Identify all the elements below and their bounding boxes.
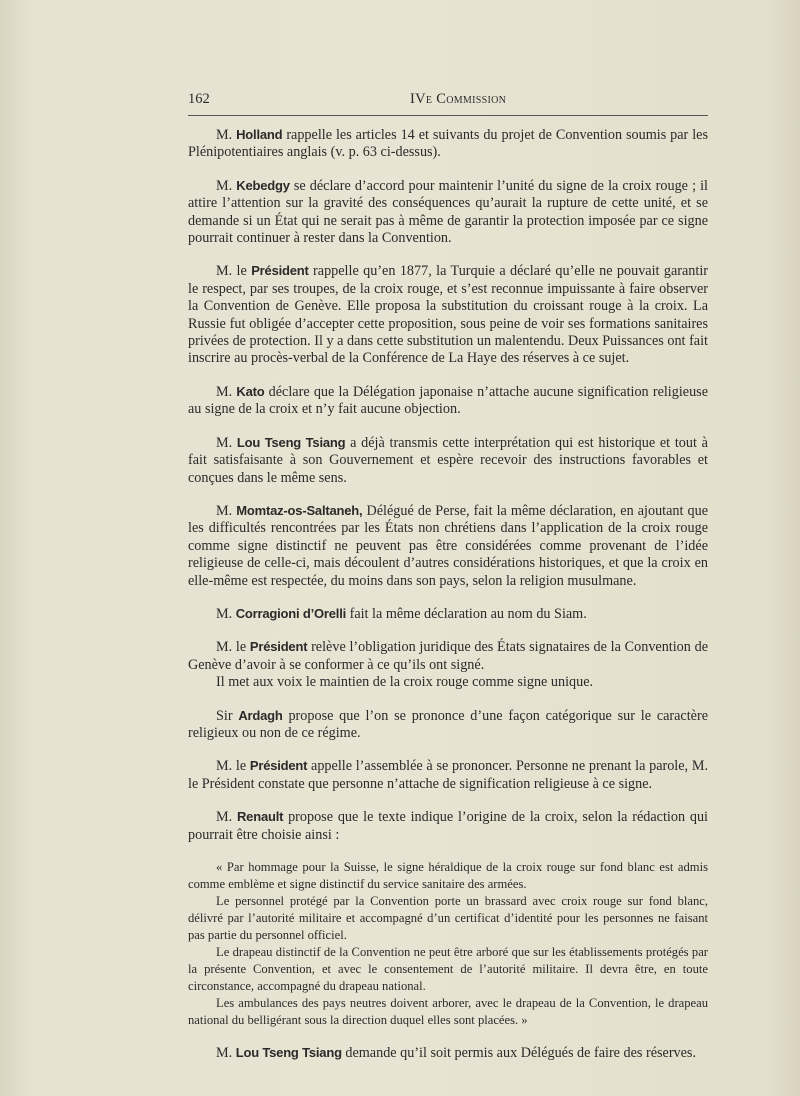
paragraph: M. Corragioni d’Orelli fait la même déclaration au nom du Siam. <box>216 605 587 622</box>
page-number: 162 <box>188 91 210 107</box>
paragraph: M. le Président appelle l’assemblée à se prononcer. Personne ne prenant la parole, M. le Président constate que personne n’attache de signification religieuse à ce signe. <box>188 758 708 792</box>
speaker-name: Lou Tseng Tsiang <box>235 1045 342 1060</box>
header-rule <box>188 115 708 116</box>
speaker-name: Président <box>251 263 309 279</box>
quote-paragraph: Les ambulances des pays neutres doivent arborer, avec le drapeau de la Convention, le drapeau national du belligérant sous la direction duquel elles sont placées. » <box>188 996 708 1027</box>
closing-paragraph: M. Lou Tseng Tsiang demande qu’il soit permis aux Délégués de faire des réserves. <box>216 1045 696 1061</box>
speaker-name: Président <box>249 758 308 774</box>
speaker-name: Ardagh <box>238 707 283 723</box>
paragraph: M. Renault propose que le texte indique l’origine de la croix, selon la rédaction qui pourrait être choisie ainsi : <box>188 809 708 843</box>
proposed-text-quote <box>188 859 708 1029</box>
paragraph: M. Kebedgy se déclare d’accord pour maintenir l’unité du signe de la croix rouge ; il attire l’attention sur la gravité des conséquences qu’aurait la rupture de cette unité, et se demande si un État qui ne serait pas à même de garantir la protection imposée par ce signe pourrait continuer à rester dans la Convention. <box>188 177 708 247</box>
speaker-name: Lou Tseng Tsiang <box>236 434 346 450</box>
document-body <box>188 126 708 1077</box>
speaker-name: Kato <box>236 383 265 399</box>
running-title: IVe Commission <box>410 91 507 107</box>
paragraph: M. le Président rappelle qu’en 1877, la Turquie a déclaré qu’elle ne pouvait garantir le respect, par ses troupes, de la croix rouge, et s’est reconnue impuissante à faire observer la Convention de Genève. Elle proposa la substitution du croissant rouge à la croix. La Russie fut obligée d’accepter cette proposition, sous peine de voir ses formations sanitaires privées de protection. Il y a dans cette substitution un malentendu. Deux Puissances ont fait inscrire au procès-verbal de la Conférence de La Haye des réserves à ce sujet. <box>188 263 708 367</box>
paragraph: Sir Ardagh propose que l’on se prononce d’une façon catégorique sur le caractère religieux ou non de ce régime. <box>188 707 708 741</box>
speaker-name: Président <box>249 639 308 655</box>
speaker-name: Momtaz-os-Saltaneh, <box>236 502 363 518</box>
paragraph: M. Holland rappelle les articles 14 et suivants du projet de Convention soumis par les Plénipotentiaires anglais (v. p. 63 ci-dessus). <box>188 127 708 161</box>
paragraph: M. Kato déclare que la Délégation japonaise n’attache aucune signification religieuse au signe de la croix et n’y fait aucune objection. <box>188 383 708 418</box>
page-header <box>188 91 708 111</box>
quote-paragraph: Le personnel protégé par la Convention porte un brassard avec croix rouge sur fond blanc, délivré par l’autorité militaire et accompagné d’un certificat d’identité pour les personnes ne faisant pas partie du personnel officiel. <box>188 894 708 942</box>
paragraph: M. le Président relève l’obligation juridique des États signataires de la Convention de Genève d’avoir à se conformer à ce qu’ils ont signé. <box>188 639 709 673</box>
speaker-name: Corragioni d’Orelli <box>235 605 347 621</box>
speaker-name: Kebedgy <box>236 177 290 193</box>
paragraph: Il met aux voix le maintien de la croix rouge comme signe unique. <box>216 674 594 691</box>
speaker-name: Holland <box>236 127 283 142</box>
paragraph: M. Lou Tseng Tsiang a déjà transmis cette interprétation qui est historique et tout à fait satisfaisante à son Gouvernement et espère recevoir des instructions favorables et conçues dans le même sens. <box>188 434 708 486</box>
quote-paragraph: Le drapeau distinctif de la Convention ne peut être arboré que sur les établissements protégés par la présente Convention, et avec le consentement de l’autorité militaire. Il devra être, en toute circonstance, accompagné du drapeau national. <box>188 945 708 993</box>
quote-paragraph: « Par hommage pour la Suisse, le signe héraldique de la croix rouge sur fond blanc est admis comme emblème et signe distinctif du service sanitaire des armées. <box>188 860 708 891</box>
speaker-name: Renault <box>236 809 284 825</box>
paragraph: M. Momtaz-os-Saltaneh, Délégué de Perse, fait la même déclaration, en ajoutant que les difficultés rencontrées par les États non chrétiens dans l’application de la croix rouge comme signe distinctif ne peuvent pas être considérées comme provenant de l’idée religieuse de celle-ci, mais découlent d’autres considérations historiques, et que la croix en elle-même est respectée, du moins dans son pays, selon la religion musulmane. <box>188 502 708 589</box>
